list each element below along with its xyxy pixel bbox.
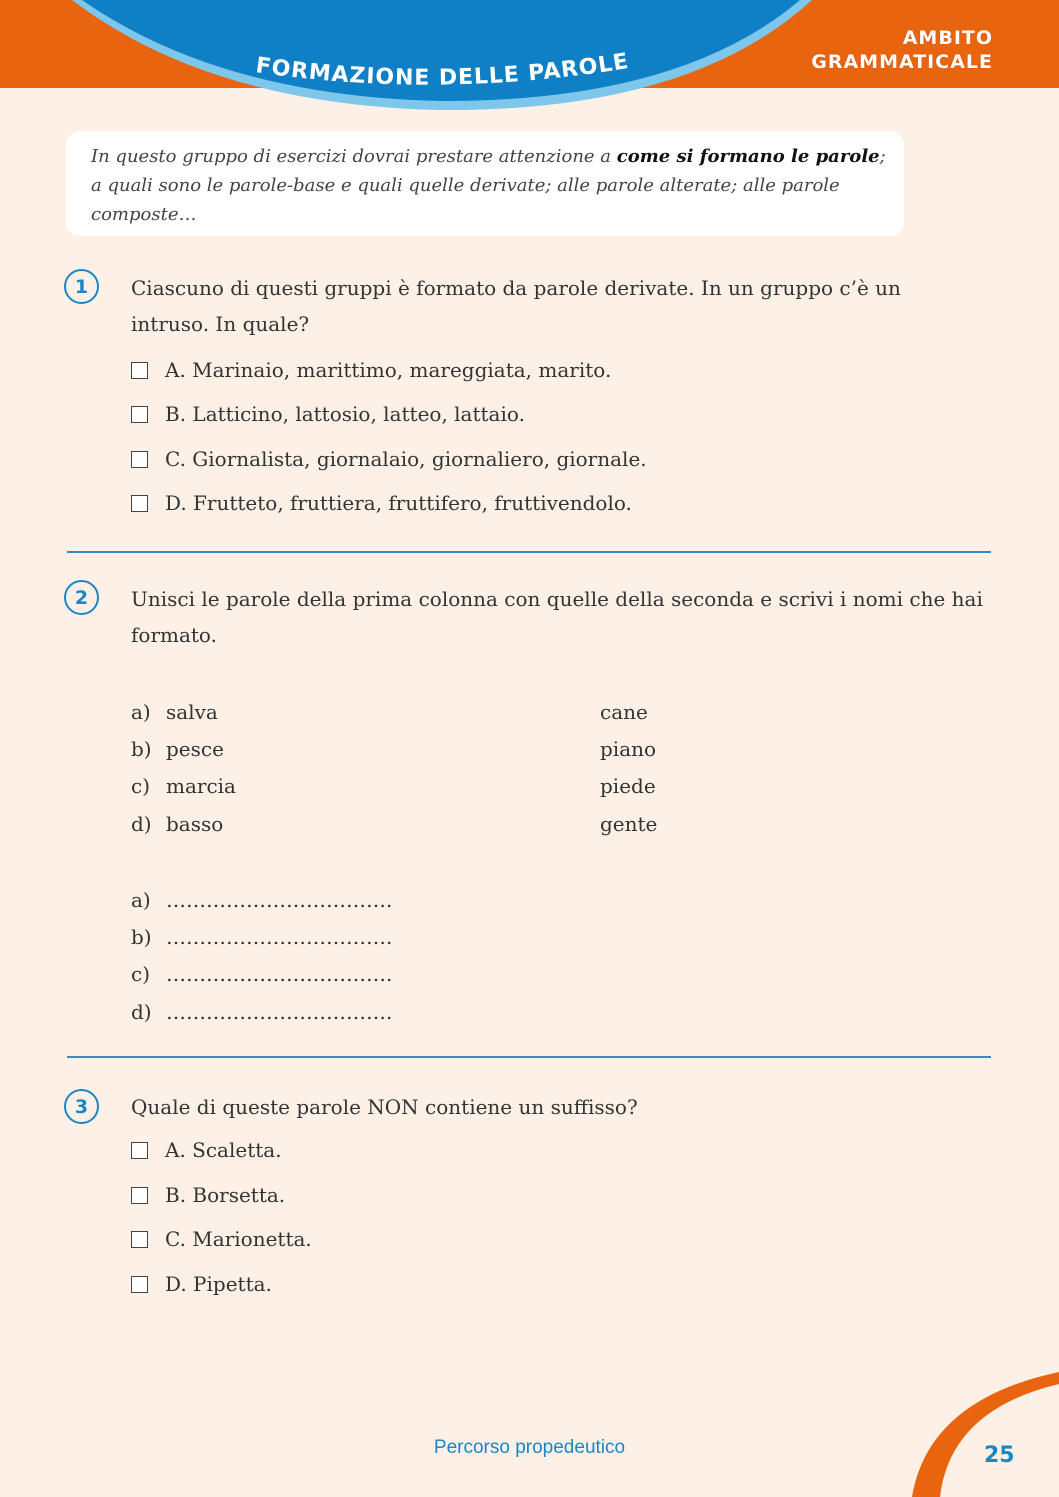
intro-bold: come si formano le parole [616, 146, 880, 167]
answer-blank[interactable]: ……………………………. [166, 962, 393, 986]
option-label: A. Marinaio, marittimo, mareggiata, marito. [165, 358, 612, 382]
row-letter: a) [131, 700, 151, 724]
ambito-line-1: AMBITO [902, 27, 993, 49]
ambito-line-2: GRAMMATICALE [811, 51, 993, 73]
exercise-2-question: Unisci le parole della prima colonna con quelle della seconda e scrivi i nomi che hai formato. [131, 587, 983, 647]
row-letter: b) [131, 737, 152, 761]
option-label: A. Scaletta. [165, 1138, 282, 1162]
row-word: salva [166, 700, 218, 724]
intro-text-end: ; a quali sono le parole-base e quali quelle derivate; alle parole alterate; alle parole composte… [91, 146, 886, 225]
exercise-number-1: 1 [64, 269, 99, 304]
row-letter: c) [131, 774, 151, 798]
col2-word: piede [600, 774, 656, 798]
exercise-number-2: 2 [64, 580, 99, 615]
row-letter: a) [131, 888, 151, 912]
option-label: C. Giornalista, giornalaio, giornaliero, giornale. [165, 447, 647, 471]
row-word: basso [166, 812, 224, 836]
col2-word: gente [600, 812, 658, 836]
col2-word: cane [600, 700, 648, 724]
option-label: B. Borsetta. [165, 1183, 286, 1207]
option-label: D. Frutteto, fruttiera, fruttifero, fruttivendolo. [165, 491, 632, 515]
row-word: marcia [166, 774, 236, 798]
col2-word: piano [600, 737, 657, 761]
intro-text-start: In questo gruppo di esercizi dovrai prestare attenzione a [91, 146, 617, 167]
row-letter: b) [131, 925, 152, 949]
answer-blank[interactable]: ……………………………. [166, 925, 393, 949]
row-word: pesce [166, 737, 224, 761]
option-label: D. Pipetta. [165, 1272, 272, 1296]
option-label: B. Latticino, lattosio, latteo, lattaio. [165, 402, 525, 426]
page-number: 25 [984, 1443, 1015, 1468]
answer-blank[interactable]: ……………………………. [166, 1000, 393, 1024]
footer-text: Percorso propedeutico [433, 1437, 626, 1458]
page-title: FORMAZIONE DELLE PAROLE [254, 48, 631, 91]
answer-blank[interactable]: ……………………………. [166, 888, 393, 912]
exercise-1-question: Ciascuno di questi gruppi è formato da parole derivate. In un gruppo c’è un intruso. In quale? [131, 276, 901, 336]
row-letter: c) [131, 962, 151, 986]
option-label: C. Marionetta. [165, 1227, 312, 1251]
row-letter: d) [131, 812, 152, 836]
exercise-3-question: Quale di queste parole NON contiene un suffisso? [131, 1095, 638, 1119]
exercise-number-3: 3 [64, 1089, 99, 1124]
row-letter: d) [131, 1000, 152, 1024]
